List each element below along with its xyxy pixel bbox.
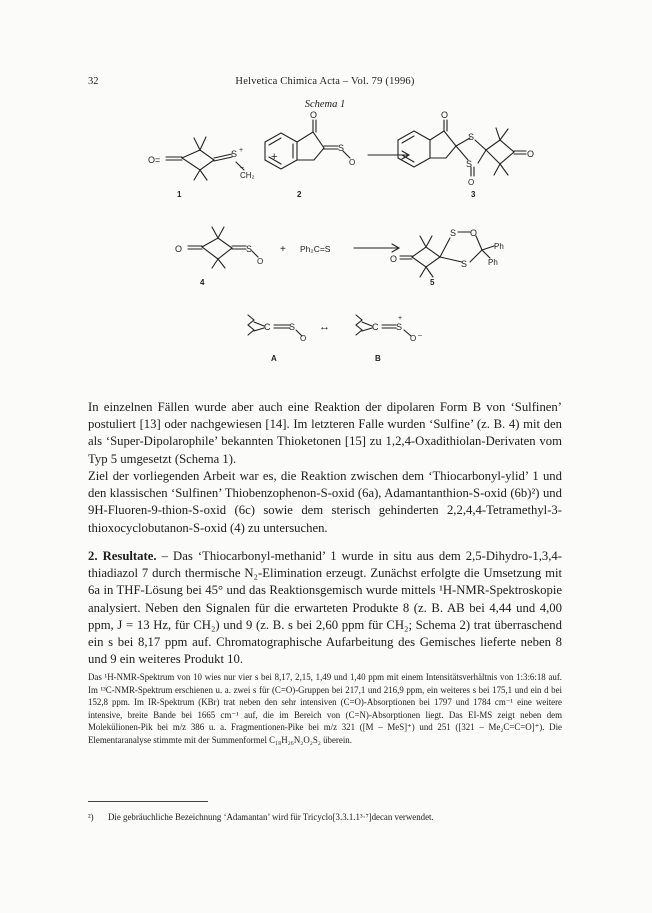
svg-text:S: S [461, 259, 468, 269]
svg-text:O: O [441, 110, 449, 120]
resonance-arrow: ↔ [319, 321, 330, 333]
reagent-ph2cs: Ph₂C=S [300, 244, 331, 254]
plus-sign-1: + [271, 151, 278, 163]
svg-text:O: O [527, 149, 535, 159]
svg-text:C: C [372, 322, 379, 332]
running-head: Helvetica Chimica Acta – Vol. 79 (1996) [235, 76, 415, 87]
reaction-scheme-figure [0, 110, 652, 375]
svg-text:C: C [264, 322, 271, 332]
section-results: 2. Resultate. – Das ‘Thiocarbonyl-methanid’ 1 wurde in situ aus dem 2,5-Dihydro-1,3,4-thiadiazol 7 durch thermische N₂-Elimination erzeugt. Zunächst erfolgte die Umsetzung mit 6a in THF-Lösung bei 45° und das Reaktionsgemisch wurde mittels ¹H-NMR-Spektroskopie analysiert. Neben den Signalen für die erwarteten Produkte 8 (z. B. AB bei 4,44 und 4,00 ppm, J = 13 Hz, für CH₂) und 9 (z. B. s bei 2,60 ppm für CH₂; Schema 2) trat überraschend ein s bei 8,17 ppm auf. Chromatographische Aufarbeitung des Gemisches lieferte neben 8 und 9 ein weiteres Produkt 10. [88, 549, 562, 667]
page-number: 32 [88, 76, 99, 87]
svg-text:S: S [396, 322, 403, 332]
svg-text:O: O [410, 334, 417, 343]
svg-text:S: S [246, 244, 253, 254]
svg-text:–: – [240, 164, 244, 171]
svg-text:O=: O= [148, 155, 161, 165]
svg-text:Ph: Ph [494, 242, 504, 251]
label-compound-4: 4 [200, 278, 205, 287]
svg-text:S: S [466, 159, 473, 169]
svg-text:S: S [289, 322, 296, 332]
compound-3-structure [398, 120, 526, 176]
svg-text:O: O [300, 334, 307, 343]
resonance-form-b [356, 315, 411, 336]
footnote-divider [88, 801, 208, 802]
footnote-text: Die gebräuchliche Bezeichnung ‘Adamantan’ wird für Tricyclo[3.3.1.1³·⁷]decan verwendet. [108, 812, 434, 822]
scheme-title: Schema 1 [304, 99, 346, 110]
svg-text:O: O [257, 257, 264, 266]
label-compound-1: 1 [177, 190, 182, 199]
section-heading: 2. Resultate. [88, 549, 157, 563]
svg-text:O: O [470, 228, 478, 238]
results-text: Das ‘Thiocarbonyl-methanid’ 1 wurde in situ aus dem 2,5-Dihydro-1,3,4-thiadiazol 7 durch thermische N₂-Elimination erzeugt. Zunächst erfolgte die Umsetzung mit 6a in THF-Lösung bei 45° und das Reaktionsgemisch wurde mittels ¹H-NMR-Spektroskopie analysiert. Neben den Signalen für die erwarteten Produkte 8 (z. B. AB bei 4,44 und 4,00 ppm, J = 13 Hz, für CH₂) und 9 (z. B. s bei 2,60 ppm für CH₂; Schema 2) trat überraschend ein s bei 8,17 ppm auf. Chromatographische Aufarbeitung des Gemisches lieferte neben 8 und 9 ein weiteres Produkt 10. [88, 549, 562, 667]
paragraph-dipolar-form [88, 399, 562, 468]
compound-5-structure [400, 232, 494, 277]
svg-text:+: + [398, 315, 403, 322]
footnote-mark: ²) [88, 812, 94, 822]
paragraph-dipolar-form-text: In einzelnen Fällen wurde aber auch eine Reaktion der dipolaren Form B von ‘Sulfinen’ postuliert [13] oder nachgewiesen [14]. Im letzteren Falle wurden ‘Sulfine’ (z. B. 4) mit den als ‘Super-Dipolarophile’ bekannten Thioketonen [15] zu 1,2,4-Oxadithiolan-Derivaten vom Typ 5 umgesetzt (Schema 1). [88, 400, 562, 466]
svg-text:CH₂: CH₂ [240, 171, 255, 180]
svg-text:–: – [418, 332, 422, 339]
label-compound-2: 2 [297, 190, 302, 199]
svg-text:O: O [175, 244, 183, 254]
label-form-b: B [375, 354, 381, 363]
svg-text:+: + [239, 147, 244, 154]
footnote [88, 811, 562, 823]
paragraph-goal [88, 468, 562, 537]
svg-text:S: S [468, 132, 475, 142]
svg-text:O: O [390, 254, 398, 264]
nmr-details-paragraph: Das ¹H-NMR-Spektrum von 10 wies nur vier s bei 8,17, 2,15, 1,49 und 1,40 ppm mit einem Intensitätsverhältnis von 1:3:6:18 auf. Im ¹³C-NMR-Spektrum erschienen u. a. zwei s für (C=O)-Gruppen bei 217,1 und 216,9 ppm, ein weiteres s bei 175,1 und ein d bei 152,8 ppm. Im IR-Spektrum (KBr) trat neben den sehr intensiven (C=O)-Absorptionen bei 1797 und 1784 cm⁻¹ eine weitere intensive, breite Bande bei 1665 cm⁻¹ auf, die im Bereich von (C=N)-Absorptionen liegt. Das EI-MS zeigt neben dem Molekülionen-Pik bei m/z 386 u. a. Fragmentionen-Pike bei m/z 321 ([M – MeS]⁺) und 251 ([321 – Me₂C=C=O]⁺). Die Elementaranalyse stimmte mit der Summenformel C₁₈H₂₆N₂O₂S₂ überein. [88, 672, 562, 745]
svg-text:S: S [450, 228, 457, 238]
svg-text:O: O [468, 178, 475, 187]
svg-text:O: O [349, 158, 356, 167]
plus-sign-2: + [280, 244, 286, 255]
svg-text:O: O [310, 110, 318, 120]
svg-text:S: S [338, 143, 345, 153]
svg-text:Ph: Ph [488, 258, 498, 267]
svg-text:S: S [231, 149, 238, 159]
label-compound-3: 3 [471, 190, 476, 199]
paragraph-goal-text: Ziel der vorliegenden Arbeit war es, die Reaktion zwischen dem ‘Thiocarbonyl-ylid’ 1 und den klassischen ‘Sulfinen’ Thiobenzophenon-S-oxid (6a), Adamantanthion-S-oxid (6b)²) und 9H-Fluoren-9-thion-S-oxid (6c) sowie dem sterisch gehinderten 2,2,4,4-Tetramethyl-3-thioxocyclobutanon-S-oxid (4) zu untersuchen. [88, 469, 562, 535]
label-compound-5: 5 [430, 278, 435, 287]
label-form-a: A [271, 354, 277, 363]
